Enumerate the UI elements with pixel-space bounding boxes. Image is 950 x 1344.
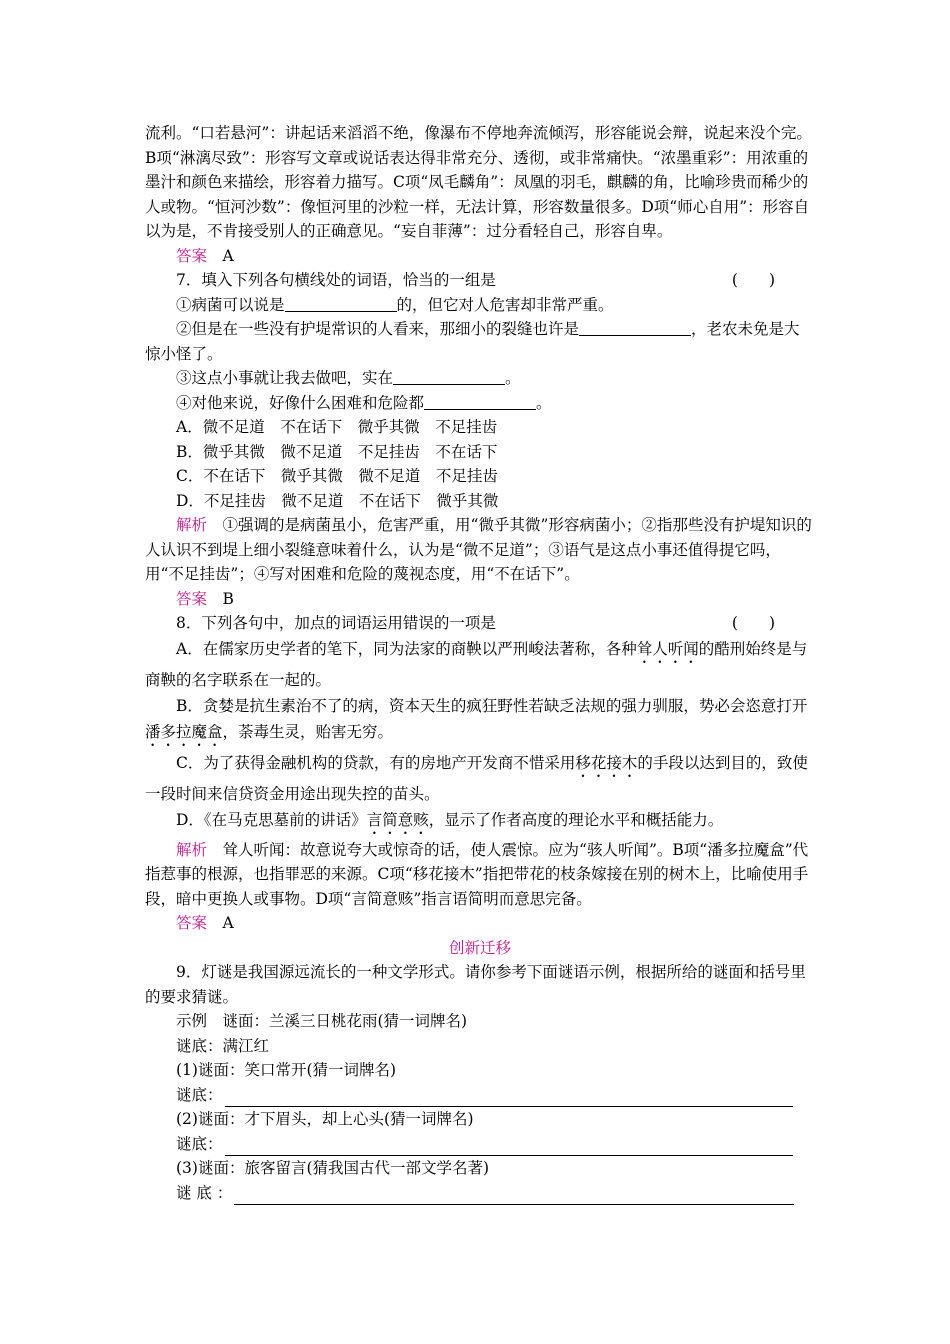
q9-answer-2	[145, 1132, 815, 1157]
answer-input-line[interactable]	[225, 1139, 793, 1156]
q9-example-answer: 谜底：满江红	[176, 1036, 270, 1055]
dotted-term: 耸人听闻	[636, 639, 699, 658]
answer-label: 谜 底 ：	[176, 1183, 233, 1202]
q8-stem: 8．下列各句中，加点的词语运用错误的一项是 ( )	[145, 611, 815, 636]
answer-input-line[interactable]	[225, 1090, 793, 1107]
q6-answer-line	[145, 244, 815, 269]
q7-answer: B	[222, 589, 234, 608]
answer-input-line[interactable]	[234, 1188, 794, 1205]
q7-analysis: 解析 ①强调的是病菌虽小，危害严重，用“微乎其微”形容病菌小；②指那些没有护堤知识的人认识不到堤上细小裂缝意味着什么，认为是“微不足道”；③语气是这点小事还值得提它吗，用“不足挂齿”；④写对困难和危险的蔑视态度，用“不在话下”。	[145, 516, 812, 583]
section-title: 创新迁移	[448, 938, 511, 957]
q9-example-riddle: 示例 谜面：兰溪三日桃花雨(猜一词牌名)	[176, 1012, 468, 1030]
q9-riddle-3: (3)谜面：旅客留言(猜我国古代一部文学名著)	[176, 1159, 490, 1177]
q7-sentence-1: ①病菌可以说是 的，但它对人危害却非常严重。	[176, 295, 614, 314]
blank-line	[285, 297, 397, 312]
q8-option-d: D．《在马克思墓前的讲话》言简意赅，显示了作者高度的理论水平和概括能力。	[176, 810, 724, 829]
q7-sentence-2: ②但是在一些没有护堤常识的人看来，那细小的裂缝也许是 ，老农未免是大惊小怪了。	[145, 320, 800, 363]
q8-analysis: 解析 耸人听闻：故意说夸大或惊奇的话，使人震惊。应为“骇人听闻”。B项“潘多拉魔盒”代指惹事的根源，也指罪恶的来源。C项“移花接木”指把带花的枝条嫁接在别的树木上，比喻使用手段，暗中更换人或事物。D项“言简意赅”指言语简明而意思完备。	[145, 840, 809, 908]
q7-option-a: A．微不足道 不在话下 微乎其微 不足挂齿	[176, 418, 498, 436]
q7-option-c: C．不在话下 微乎其微 微不足道 不足挂齿	[176, 467, 498, 485]
dotted-term: 潘多拉魔盒	[145, 722, 223, 741]
q7-answer-bracket: ( )	[731, 271, 775, 289]
q8-option-b: B．贪婪是抗生素治不了的病，资本天生的疯狂野性若缺乏法规的强力驯服，势必会恣意打开潘多拉魔盒，荼毒生灵，贻害无穷。	[145, 696, 808, 741]
q8-answer-line	[145, 911, 815, 936]
dotted-term: 移花接木	[575, 753, 638, 772]
q7-answer-line	[145, 587, 815, 612]
q9-riddle-1: (1)谜面：笑口常开(猜一词牌名)	[176, 1061, 397, 1079]
analysis-label: 解析	[176, 840, 208, 859]
blank-line	[424, 395, 536, 410]
q8-option-c: C．为了获得金融机构的贷款，有的房地产开发商不惜采用移花接木的手段以达到目的，致使一段时间来信贷资金用途出现失控的苗头。	[145, 753, 808, 803]
answer-label: 谜底：	[176, 1085, 223, 1104]
q6-answer: A	[222, 246, 234, 265]
q7-sentence-3: ③这点小事就让我去做吧，实在 。	[176, 369, 521, 387]
blank-line	[579, 321, 691, 336]
q8-answer: A	[222, 914, 234, 932]
q9-riddle-2: (2)谜面：才下眉头，却上心头(猜一词牌名)	[176, 1110, 474, 1128]
q9-stem: 9．灯谜是我国源远流长的一种文学形式。请你参考下面谜语示例，根据所给的谜面和括号里的要求猜谜。	[145, 963, 806, 1006]
q8-option-a: A．在儒家历史学者的笔下，同为法家的商鞅以严刑峻法著称，各种耸人听闻的酷刑始终是与商鞅的名字联系在一起的。	[145, 639, 808, 689]
answer-label: 答案	[176, 246, 208, 265]
q7-option-b: B．微乎其微 微不足道 不足挂齿 不在话下	[176, 442, 498, 461]
q6-explanation-continued: 流利。“口若悬河”：讲起话来滔滔不绝，像瀑布不停地奔流倾泻，形容能说会辩，说起来没个完。B项“淋漓尽致”：形容写文章或说话表达得非常充分、透彻，或非常痛快。“浓墨重彩”：用浓重的墨汁和颜色来描绘，形容着力描写。C项“凤毛麟角”：凤凰的羽毛，麒麟的角，比喻珍贵而稀少的人或物。“恒河沙数”：像恒河里的沙粒一样，无法计算，形容数量很多。D项“师心自用”：形容自以为是，不肯接受别人的正确意见。“妄自菲薄”：过分看轻自己，形容自卑。	[145, 124, 812, 240]
q9-answer-1	[145, 1083, 815, 1108]
analysis-label: 解析	[176, 516, 208, 534]
q8-answer-bracket: ( )	[731, 614, 775, 632]
answer-label: 谜底：	[176, 1134, 223, 1153]
q7-sentence-4: ④对他来说，好像什么困难和危险都 。	[176, 393, 552, 412]
answer-label: 答案	[176, 589, 208, 608]
q7-option-d: D．不足挂齿 微不足道 不在话下 微乎其微	[176, 491, 499, 510]
document-content	[145, 121, 815, 1205]
dotted-term: 言简意赅	[366, 810, 429, 829]
q7-stem: 7．填入下列各句横线处的词语，恰当的一组是 ( )	[145, 268, 815, 293]
q9-answer-3	[145, 1181, 815, 1206]
answer-label: 答案	[176, 914, 208, 932]
blank-line	[393, 370, 505, 385]
